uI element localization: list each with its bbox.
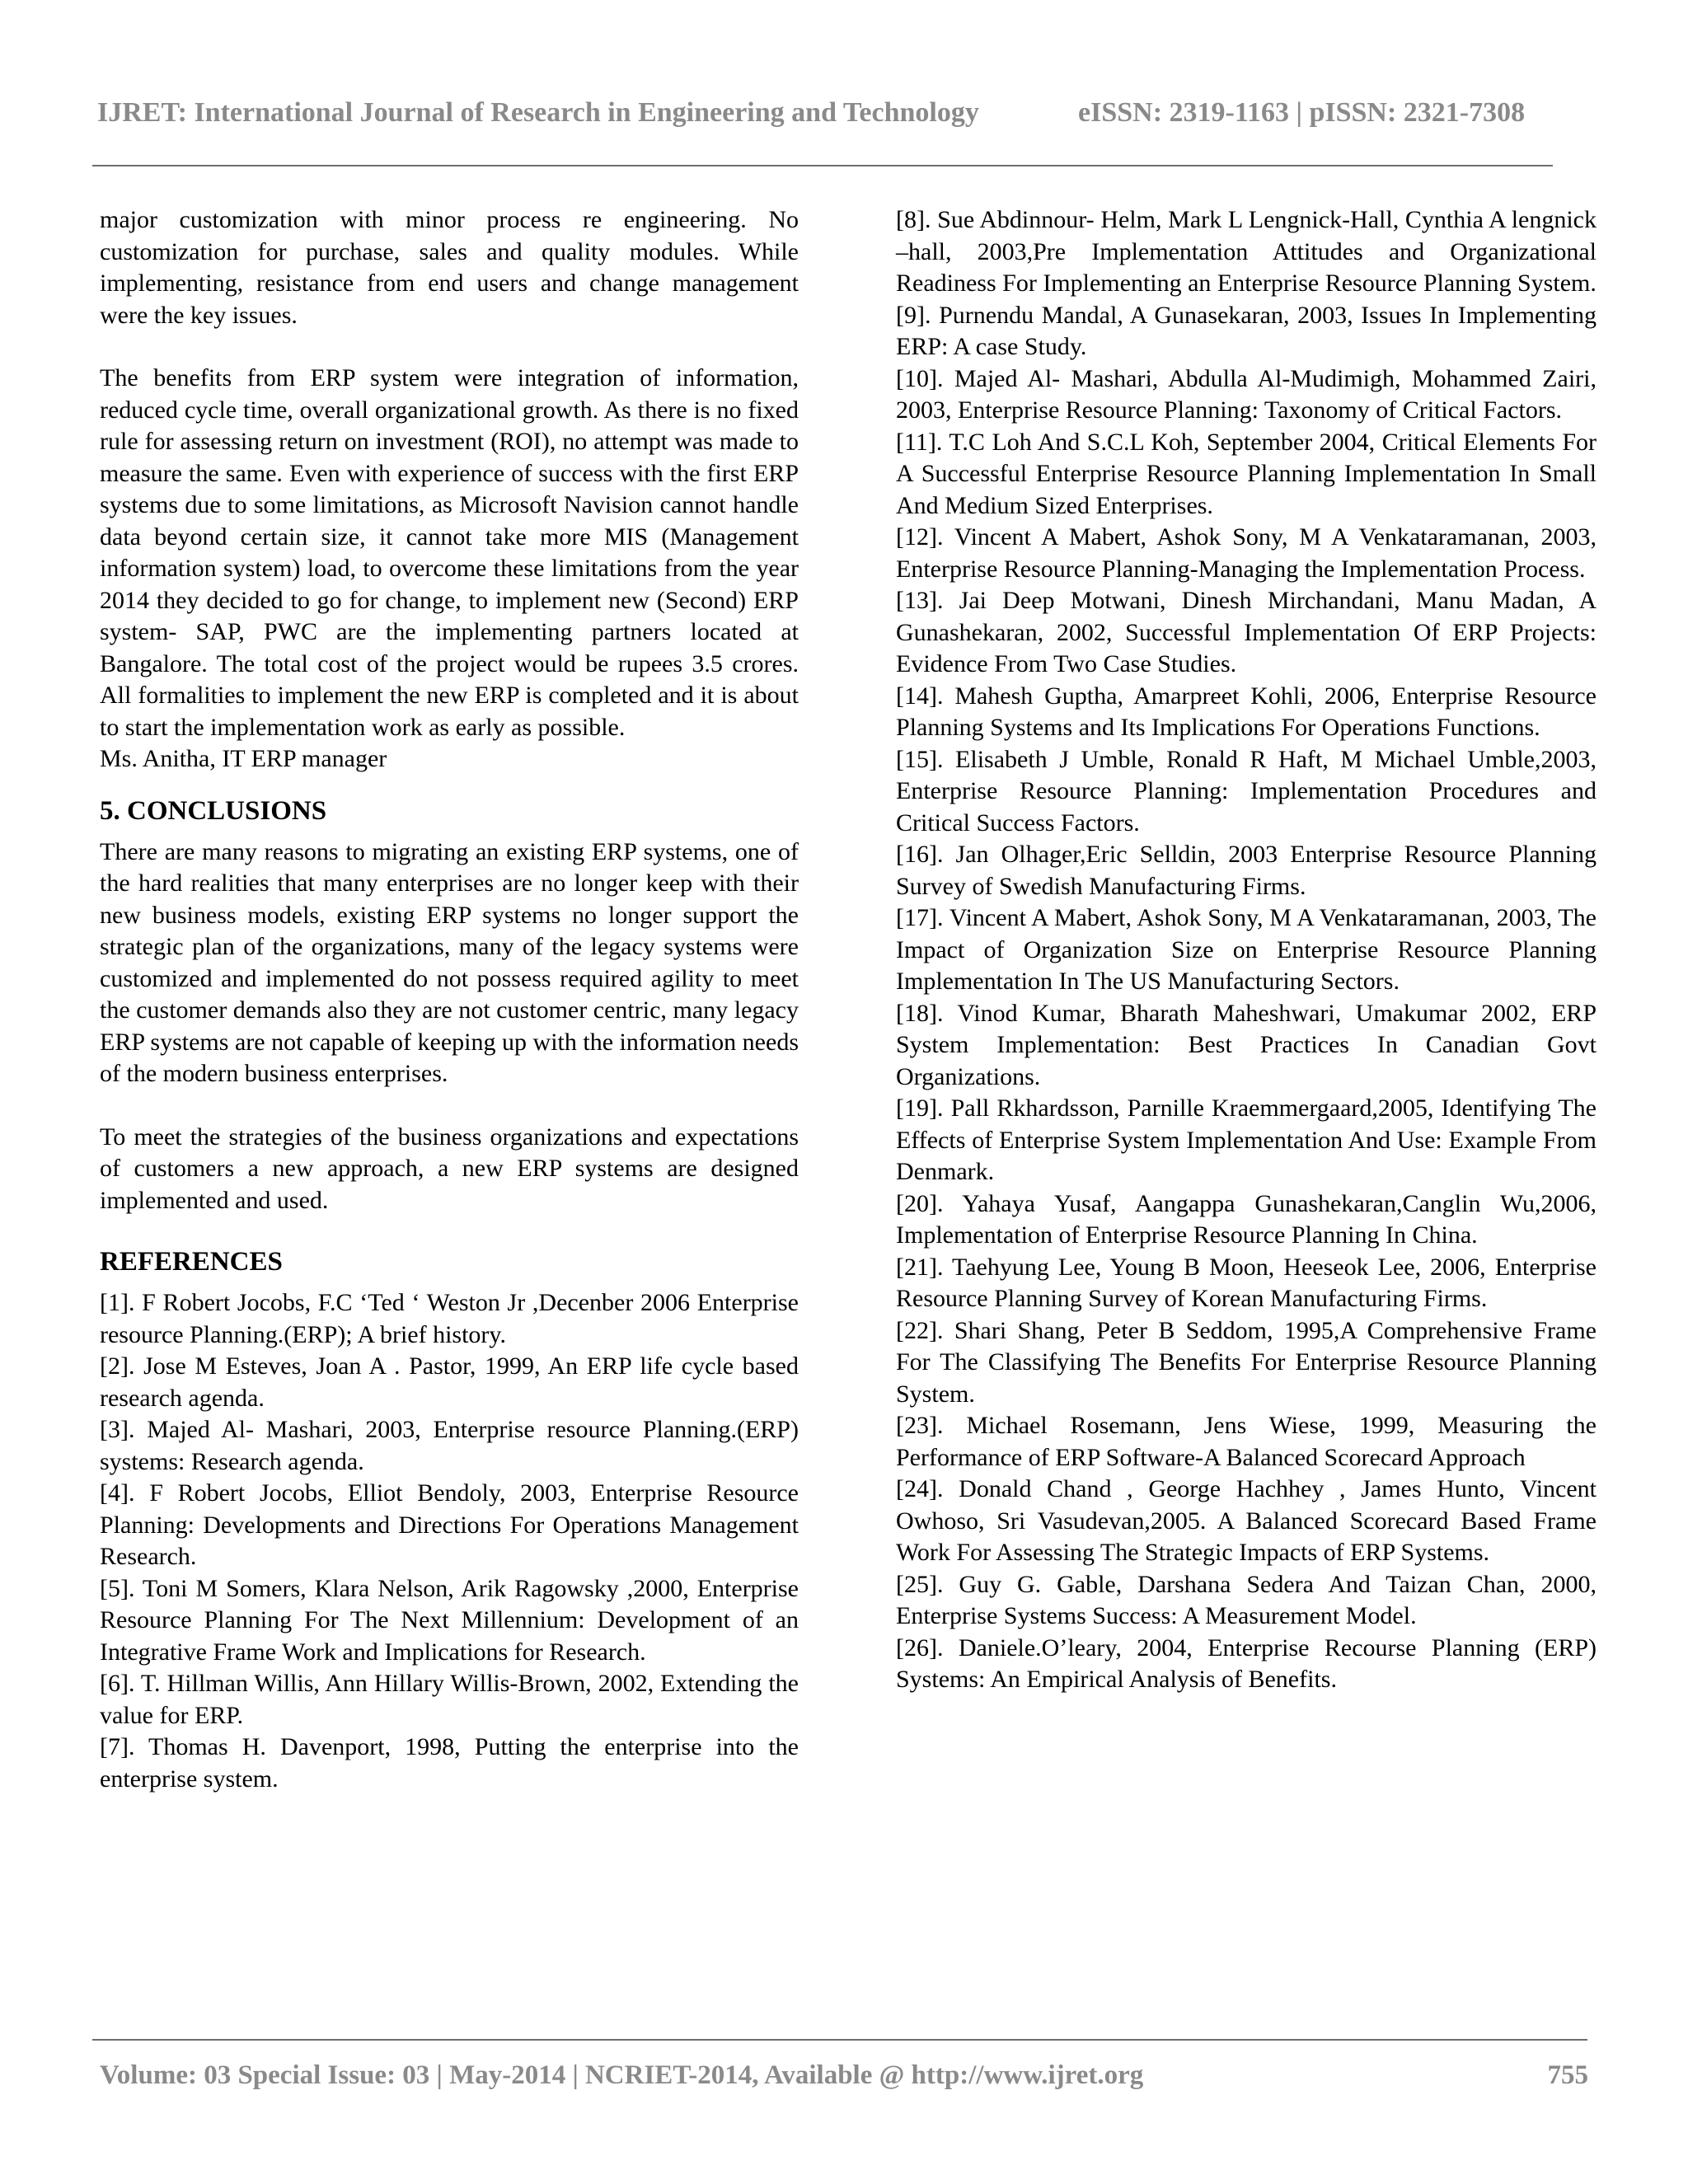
reference-item: [14]. Mahesh Guptha, Amarpreet Kohli, 2006, Enterprise Resource Planning Systems and Its Implications For Operations Functions. [896, 682, 1597, 741]
reference-item: [8]. Sue Abdinnour- Helm, Mark L Lengnick-Hall, Cynthia A lengnick –hall, 2003,Pre Implementation Attitudes and Organizational Readiness For Implementing an Enterprise Resource Planning System. [896, 206, 1597, 297]
reference-item: [17]. Vincent A Mabert, Ashok Sony, M A Venkataramanan, 2003, The Impact of Organization Size on Enterprise Resource Planning Implementation In The US Manufacturing Sectors. [896, 904, 1597, 995]
signature-line: Ms. Anitha, IT ERP manager [100, 745, 387, 772]
right-column [896, 204, 1597, 1696]
conclusions-paragraph: There are many reasons to migrating an existing ERP systems, one of the hard realities that many enterprises are no longer keep with their new business models, existing ERP systems no longer support the strategic plan of the organizations, many of the legacy systems were customized and implemented do not possess required agility to meet the customer demands also they are not customer centric, many legacy ERP systems are not capable of keeping up with the information needs of the modern business enterprises. [100, 837, 799, 1087]
reference-item: [22]. Shari Shang, Peter B Seddom, 1995,A Comprehensive Frame For The Classifying The Benefits For Enterprise Resource Planning System. [896, 1316, 1597, 1408]
conclusions-paragraph: To meet the strategies of the business organizations and expectations of customers a new approach, a new ERP systems are designed implemented and used. [100, 1122, 799, 1214]
reference-item: [18]. Vinod Kumar, Bharath Maheshwari, Umakumar 2002, ERP System Implementation: Best Practices In Canadian Govt Organizations. [896, 999, 1597, 1090]
reference-item: [5]. Toni M Somers, Klara Nelson, Arik Ragowsky ,2000, Enterprise Resource Planning For The Next Millennium: Development of an Integrative Frame Work and Implications for Research. [100, 1574, 799, 1666]
volume-info: Volume: 03 Special Issue: 03 | May-2014 | NCRIET-2014, Available @ http://www.ijret.org [100, 2060, 1144, 2090]
issn-text: eISSN: 2319-1163 | pISSN: 2321-7308 [1078, 97, 1526, 128]
reference-item: [15]. Elisabeth J Umble, Ronald R Haft, M Michael Umble,2003, Enterprise Resource Planning: Implementation Procedures and Critical Success Factors. [896, 745, 1597, 837]
journal-title: IJRET: International Journal of Research in Engineering and Technology [97, 97, 979, 128]
header-divider [92, 165, 1553, 166]
reference-item: [13]. Jai Deep Motwani, Dinesh Mirchandani, Manu Madan, A Gunashekaran, 2002, Successful Implementation Of ERP Projects: Evidence From Two Case Studies. [896, 587, 1597, 677]
references-heading: REFERENCES [100, 1247, 283, 1277]
reference-item: [19]. Pall Rkhardsson, Parnille Kraemmergaard,2005, Identifying The Effects of Enterprise System Implementation And Use: Example From Denmark. [896, 1094, 1597, 1185]
body-paragraph: The benefits from ERP system were integration of information, reduced cycle time, overall organizational growth. As there is no fixed rule for assessing return on investment (ROI), no attempt was made to measure the same. Even with experience of success with the first ERP systems due to some limitations, as Microsoft Navision cannot handle data beyond certain size, it cannot take more MIS (Management information system) load, to overcome these limitations from the year 2014 they decided to go for change, to implement new (Second) ERP system- SAP, PWC are the implementing partners located at Bangalore. The total cost of the project would be rupees 3.5 crores. All formalities to implement the new ERP is completed and it is about to start the implementation work as early as possible. [100, 364, 799, 741]
page-number: 755 [1547, 2060, 1588, 2090]
reference-item: [7]. Thomas H. Davenport, 1998, Putting the enterprise into the enterprise system. [100, 1733, 799, 1793]
reference-item: [3]. Majed Al- Mashari, 2003, Enterprise resource Planning.(ERP) systems: Research agenda. [100, 1416, 799, 1475]
conclusions-heading: 5. CONCLUSIONS [100, 795, 327, 826]
reference-item: [16]. Jan Olhager,Eric Selldin, 2003 Enterprise Resource Planning Survey of Swedish Manufacturing Firms. [896, 841, 1597, 900]
left-column [100, 204, 799, 1795]
reference-item: [12]. Vincent A Mabert, Ashok Sony, M A Venkataramanan, 2003, Enterprise Resource Planning-Managing the Implementation Process. [896, 523, 1597, 583]
reference-item: [4]. F Robert Jocobs, Elliot Bendoly, 2003, Enterprise Resource Planning: Developments and Directions For Operations Management Research. [100, 1479, 799, 1570]
reference-item: [26]. Daniele.O’leary, 2004, Enterprise Recourse Planning (ERP) Systems: An Empirical Analysis of Benefits. [896, 1633, 1597, 1693]
reference-item: [10]. Majed Al- Mashari, Abdulla Al-Mudimigh, Mohammed Zairi, 2003, Enterprise Resource Planning: Taxonomy of Critical Factors. [896, 364, 1597, 424]
footer-divider [92, 2039, 1587, 2041]
reference-item: [20]. Yahaya Yusaf, Aangappa Gunashekaran,Canglin Wu,2006, Implementation of Enterprise Resource Planning In China. [896, 1189, 1597, 1249]
reference-item: [11]. T.C Loh And S.C.L Koh, September 2004, Critical Elements For A Successful Enterprise Resource Planning Implementation In Small And Medium Sized Enterprises. [896, 428, 1597, 519]
reference-item: [9]. Purnendu Mandal, A Gunasekaran, 2003, Issues In Implementing ERP: A case Study. [896, 301, 1597, 360]
reference-item: [6]. T. Hillman Willis, Ann Hillary Willis-Brown, 2002, Extending the value for ERP. [100, 1670, 799, 1729]
reference-item: [23]. Michael Rosemann, Jens Wiese, 1999, Measuring the Performance of ERP Software-A Balanced Scorecard Approach [896, 1412, 1597, 1471]
reference-item: [2]. Jose M Esteves, Joan A . Pastor, 1999, An ERP life cycle based research agenda. [100, 1352, 799, 1412]
reference-item: [24]. Donald Chand , George Hachhey , James Hunto, Vincent Owhoso, Sri Vasudevan,2005. A Balanced Scorecard Based Frame Work For Assessing The Strategic Impacts of ERP Systems. [896, 1475, 1597, 1566]
reference-item: [21]. Taehyung Lee, Young B Moon, Heeseok Lee, 2006, Enterprise Resource Planning Survey of Korean Manufacturing Firms. [896, 1253, 1597, 1312]
reference-item: [25]. Guy G. Gable, Darshana Sedera And Taizan Chan, 2000, Enterprise Systems Success: A Measurement Model. [896, 1570, 1597, 1629]
body-paragraph: major customization with minor process re engineering. No customization for purchase, sales and quality modules. While implementing, resistance from end users and change management were the key issues. [100, 206, 799, 329]
reference-item: [1]. F Robert Jocobs, F.C ‘Ted ‘ Weston Jr ,Decenber 2006 Enterprise resource Planning.(ERP); A brief history. [100, 1289, 799, 1348]
